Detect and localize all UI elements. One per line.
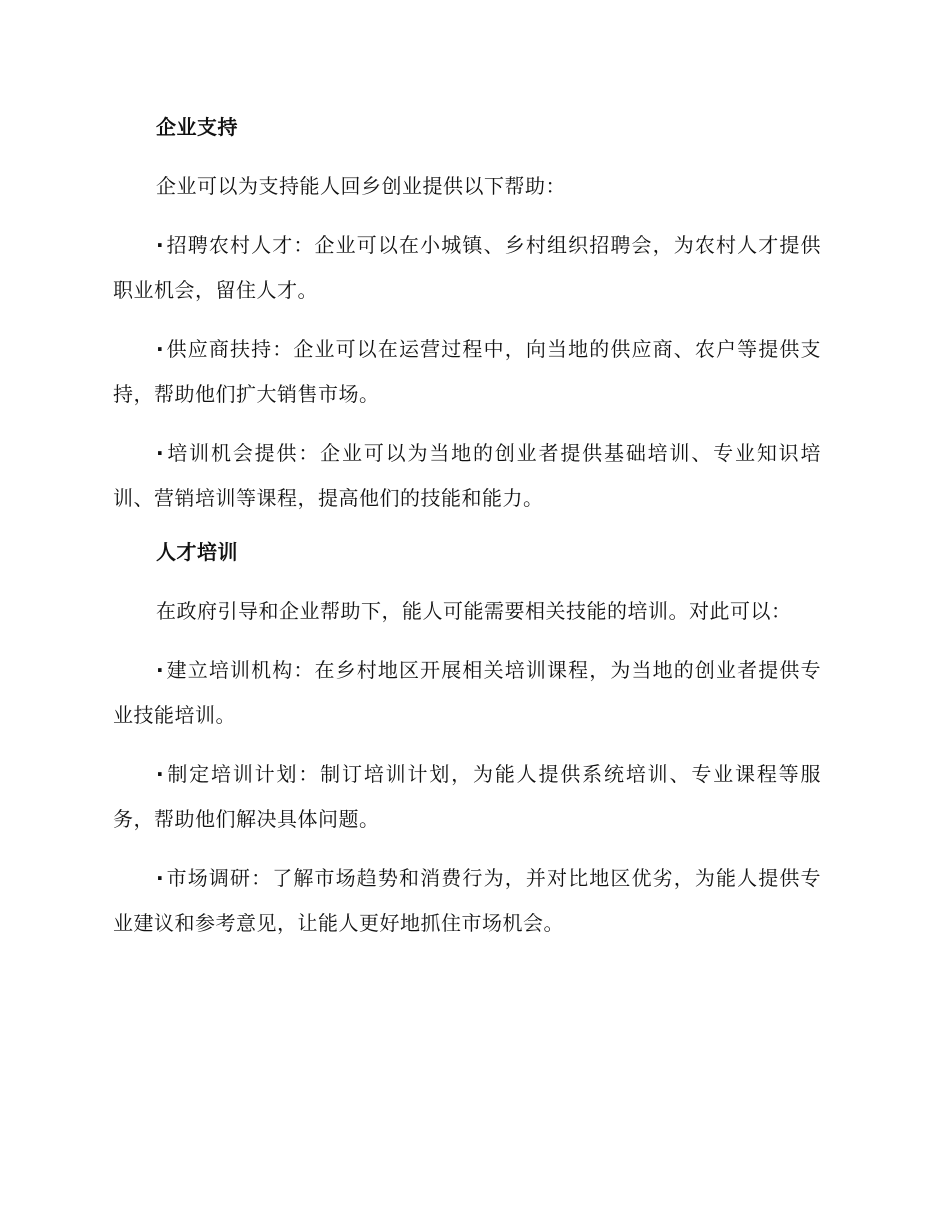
list-item (113, 648, 821, 738)
document-body (113, 110, 821, 960)
list-item-text: 市场调研：了解市场趋势和消费行为，并对比地区优劣，为能人提供专业建议和参考意见，让能人更好地抓住市场机会。 (113, 866, 821, 935)
list-item-text: 供应商扶持：企业可以在运营过程中，向当地的供应商、农户等提供支持，帮助他们扩大销售市场。 (113, 337, 821, 406)
list-item (113, 752, 821, 842)
section-intro-talent-training: 在政府引导和企业帮助下，能人可能需要相关技能的培训。对此可以： (156, 599, 792, 623)
bullet-icon: · (156, 866, 165, 890)
list-item-text: 培训机会提供：企业可以为当地的创业者提供基础培训、专业知识培训、营销培训等课程，提高他们的技能和能力。 (113, 441, 821, 510)
list-item (113, 327, 821, 417)
bullet-icon: · (156, 441, 165, 465)
list-item (113, 431, 821, 521)
section-heading-enterprise-support: 企业支持 (156, 115, 238, 139)
bullet-icon: · (156, 658, 165, 682)
list-item (113, 223, 821, 313)
list-item (113, 856, 821, 946)
bullet-icon: · (156, 337, 165, 361)
list-item-text: 建立培训机构：在乡村地区开展相关培训课程，为当地的创业者提供专业技能培训。 (113, 658, 821, 727)
list-item-text: 招聘农村人才：企业可以在小城镇、乡村组织招聘会，为农村人才提供职业机会，留住人才。 (113, 233, 821, 302)
bullet-icon: · (156, 762, 165, 786)
bullet-icon: · (156, 233, 165, 257)
section-intro-enterprise-support: 企业可以为支持能人回乡创业提供以下帮助： (156, 174, 566, 198)
list-item-text: 制定培训计划：制订培训计划，为能人提供系统培训、专业课程等服务，帮助他们解决具体问题。 (113, 762, 821, 831)
section-heading-talent-training: 人才培训 (156, 540, 238, 564)
